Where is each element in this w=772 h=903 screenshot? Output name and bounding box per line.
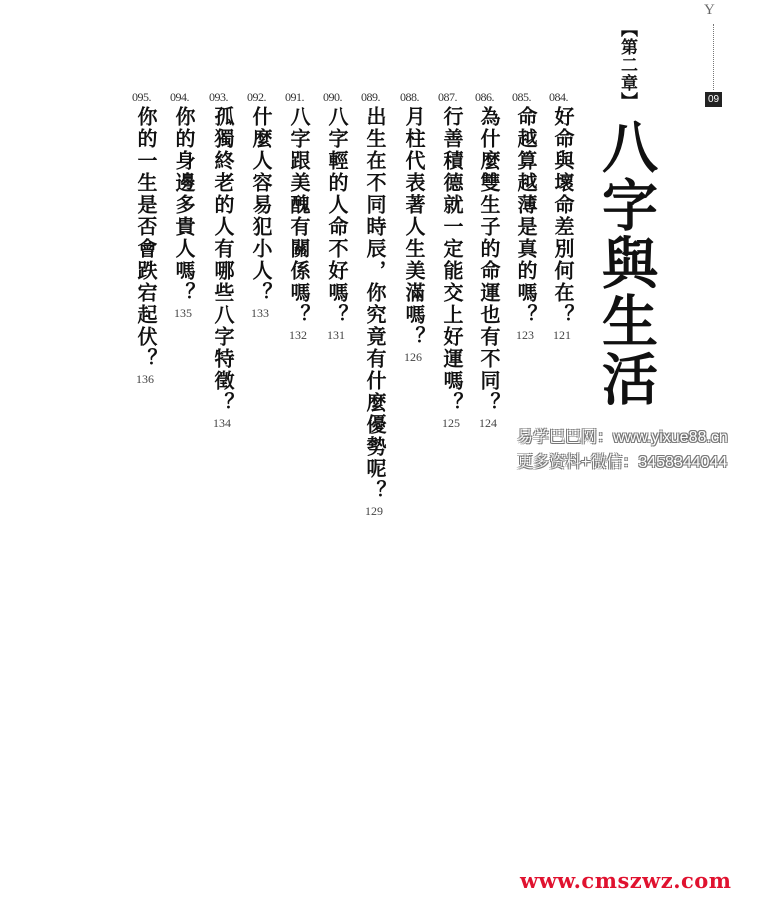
toc-entry[interactable]: [551, 90, 585, 570]
chapter-title: 八字與生活: [593, 118, 659, 408]
toc-entry-page: 135: [174, 306, 192, 320]
toc-entry-number: 090.: [323, 90, 342, 104]
toc-entry[interactable]: [287, 90, 321, 570]
header-mark: Y: [704, 2, 715, 18]
toc-entry[interactable]: [211, 90, 245, 570]
toc-entry-title: 你的一生是否會跌宕起伏？: [134, 106, 158, 370]
chapter-label: 【第二章】: [617, 20, 637, 110]
toc-entry[interactable]: [134, 90, 168, 570]
toc-entry-title: 好命與壞命差別何在？: [551, 106, 575, 326]
toc-entry-title: 孤獨終老的人有哪些八字特徵？: [211, 106, 235, 414]
watermark: [517, 425, 767, 475]
toc-entry-page: 121: [553, 328, 571, 342]
toc-entry-number: 094.: [170, 90, 189, 104]
toc-entry-title: 八字輕的人命不好嗎？: [325, 106, 349, 326]
toc-entry-number: 095.: [132, 90, 151, 104]
footer-url[interactable]: www.cmszwz.com: [520, 868, 732, 893]
toc-entry[interactable]: [402, 90, 436, 570]
toc-entry[interactable]: [249, 90, 283, 570]
toc-entry-page: 129: [365, 504, 383, 518]
toc-entry-number: 088.: [400, 90, 419, 104]
toc-entry[interactable]: [172, 90, 206, 570]
page-number-badge: 09: [705, 92, 722, 107]
toc-entry-title: 八字跟美醜有關係嗎？: [287, 106, 311, 326]
toc-entry[interactable]: [363, 90, 397, 570]
toc-entry-page: 132: [289, 328, 307, 342]
toc-entry-page: 126: [404, 350, 422, 364]
toc-entry-number: 089.: [361, 90, 380, 104]
toc-entry-page: 124: [479, 416, 497, 430]
toc-entry-page: 134: [213, 416, 231, 430]
header-dotted-line: [713, 24, 714, 90]
toc-entry[interactable]: [514, 90, 548, 570]
toc-entry-number: 087.: [438, 90, 457, 104]
toc-entry-page: 125: [442, 416, 460, 430]
toc-entry-number: 093.: [209, 90, 228, 104]
toc-entry-number: 086.: [475, 90, 494, 104]
toc-entry-title: 命越算越薄是真的嗎？: [514, 106, 538, 326]
toc-entry-page: 131: [327, 328, 345, 342]
toc-entry-title: 你的身邊多貴人嗎？: [172, 106, 196, 304]
toc-entry-number: 092.: [247, 90, 266, 104]
toc-entry-title: 月柱代表著人生美滿嗎？: [402, 106, 426, 348]
toc-entry-number: 085.: [512, 90, 531, 104]
toc-entry-title: 出生在不同時辰，你究竟有什麼優勢呢？: [363, 106, 387, 502]
toc-entry-page: 133: [251, 306, 269, 320]
toc-entry[interactable]: [325, 90, 359, 570]
toc-entry-title: 為什麼雙生子的命運也有不同？: [477, 106, 501, 414]
toc-entry-page: 123: [516, 328, 534, 342]
toc-entry-page: 136: [136, 372, 154, 386]
toc-entry-title: 行善積德就一定能交上好運嗎？: [440, 106, 464, 414]
toc-entry-number: 084.: [549, 90, 568, 104]
header-ornament: [700, 0, 760, 110]
watermark-line-2: 更多资料+微信：3458344044: [517, 454, 728, 471]
toc-entry-title: 什麼人容易犯小人？: [249, 106, 273, 304]
toc-entry[interactable]: [440, 90, 474, 570]
toc-entry-number: 091.: [285, 90, 304, 104]
watermark-line-1: 易学巴巴网：www.yixue88.cn: [517, 429, 728, 446]
toc-entry[interactable]: [477, 90, 511, 570]
